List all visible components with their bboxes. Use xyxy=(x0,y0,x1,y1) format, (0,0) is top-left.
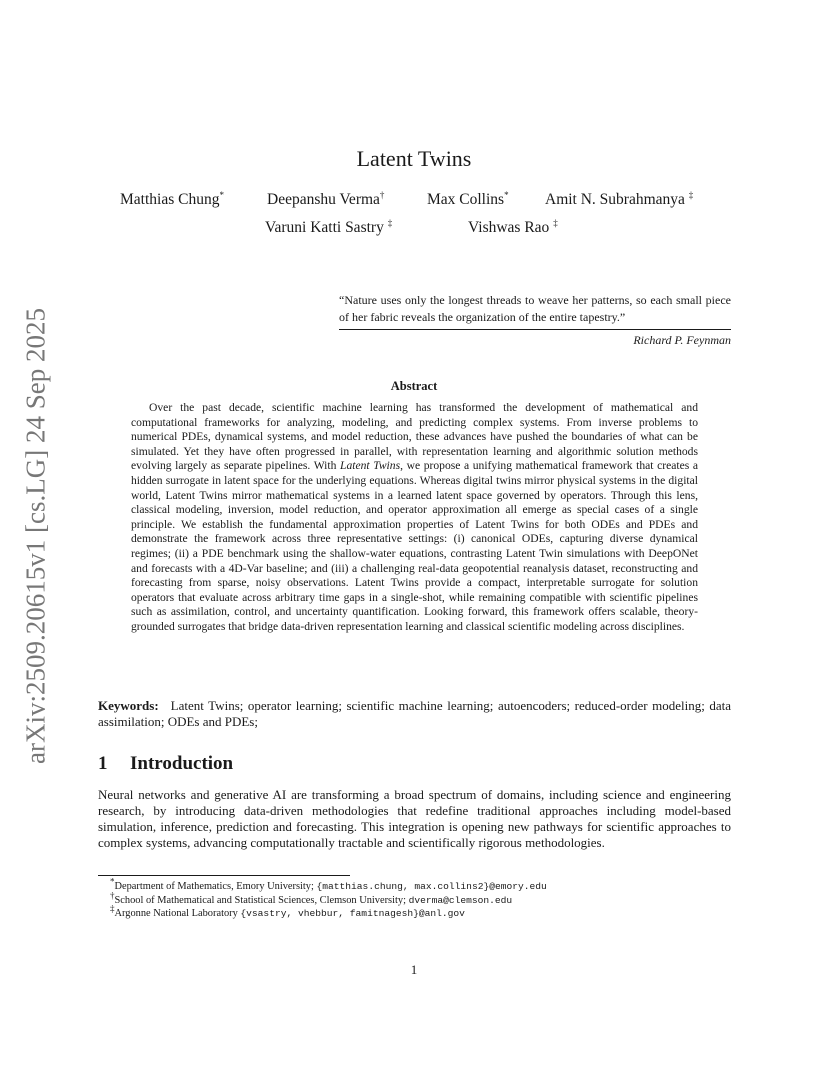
footnote: †School of Mathematical and Statistical Sciences, Clemson University; dverma@clemson.edu xyxy=(110,890,513,906)
keywords-text: Latent Twins; operator learning; scientific machine learning; autoencoders; reduced-order modeling; data assimilation; ODEs and PDEs; xyxy=(98,698,731,729)
author-name: Varuni Katti Sastry ‡ xyxy=(265,217,393,236)
author-name: Amit N. Subrahmanya ‡ xyxy=(545,189,694,208)
epigraph-attribution: Richard P. Feynman xyxy=(633,333,731,347)
footnote-email: {matthias.chung, max.collins2}@emory.edu xyxy=(316,881,547,892)
footnote: *Department of Mathematics, Emory University; {matthias.chung, max.collins2}@emory.edu xyxy=(110,876,547,892)
epigraph-divider xyxy=(339,329,731,330)
footnote: ‡Argonne National Laboratory {vsastry, vhebbur, famitnagesh}@anl.gov xyxy=(110,903,465,919)
section-title: Introduction xyxy=(130,753,234,774)
footnote-divider xyxy=(98,875,350,876)
page-number: 1 xyxy=(410,962,418,977)
section-number: 1 xyxy=(98,753,108,774)
abstract-text: Over the past decade, scientific machine learning has transformed the development of mathematical and computational frameworks for analyzing, modeling, and predicting complex systems. From inverse problems to numerical PDEs, dynamical systems, and model reduction, these advances have pushed the boundaries of what can be simulated. Yet they have often progressed in parallel, with representation learning and algorithmic solution methods evolving largely as separate pipelines. With Latent Twins, we propose a unifying mathematical framework that creates a hidden surrogate in latent space for the underlying equations. Whereas digital twins mirror physical systems in the digital world, Latent Twins mirror mathematical systems in a learned latent space governed by operators. Through this lens, classical modeling, inversion, model reduction, and operator approximation all emerge as special cases of a single principle. We establish the fundamental approximation properties of Latent Twins for both ODEs and PDEs and demonstrate the framework across three representative settings: (i) canonical ODEs, capturing diverse dynamical regimes; (ii) a PDE benchmark using the shallow-water equations, contrasting Latent Twin simulations with DeepONet and forecasts with a 4D-Var baseline; and (iii) a challenging real-data geopotential reanalysis dataset, reconstructing and forecasting from sparse, noisy observations. Latent Twins provide a compact, interpretable surrogate for solution operators that evaluate across arbitrary time gaps in a single-shot, while remaining compatible with scientific pipelines such as assimilation, control, and uncertainty quantification. Looking forward, this framework offers scalable, theory-grounded surrogates that bridge data-driven representation learning and classical scientific modeling across disciplines. xyxy=(131,401,698,633)
author-name: Max Collins* xyxy=(427,189,509,208)
footnotes xyxy=(110,876,740,921)
footnote-email: dverma@clemson.edu xyxy=(408,894,513,906)
keywords xyxy=(98,698,731,730)
author-name: Vishwas Rao ‡ xyxy=(468,217,558,236)
abstract-heading: Abstract xyxy=(390,379,438,393)
abstract-emphasis: Latent Twins xyxy=(340,459,401,473)
section-heading xyxy=(98,753,233,775)
author-name: Deepanshu Verma† xyxy=(267,189,385,208)
paper-title: Latent Twins xyxy=(356,146,472,171)
keywords-label: Keywords: xyxy=(98,698,159,713)
author-name: Matthias Chung* xyxy=(120,189,224,208)
arxiv-identifier: arXiv:2509.20615v1 [cs.LG] 24 Sep 2025 xyxy=(20,308,51,764)
epigraph-quote: “Nature uses only the longest threads to weave her patterns, so each small piece of her fabric reveals the organization of the entire tapestry.” xyxy=(339,293,731,324)
footnote-email: {vsastry, vhebbur, famitnagesh}@anl.gov xyxy=(240,908,465,919)
introduction-paragraph: Neural networks and generative AI are transforming a broad spectrum of domains, including science and engineering research, by introducing data-driven methodologies that redefine traditional approaches including model-based simulation, inference, prediction and forecasting. This integration is opening new pathways for scientific approaches to complex systems, advancing computationally tractable and scientifically rigorous methodologies. xyxy=(98,787,731,850)
